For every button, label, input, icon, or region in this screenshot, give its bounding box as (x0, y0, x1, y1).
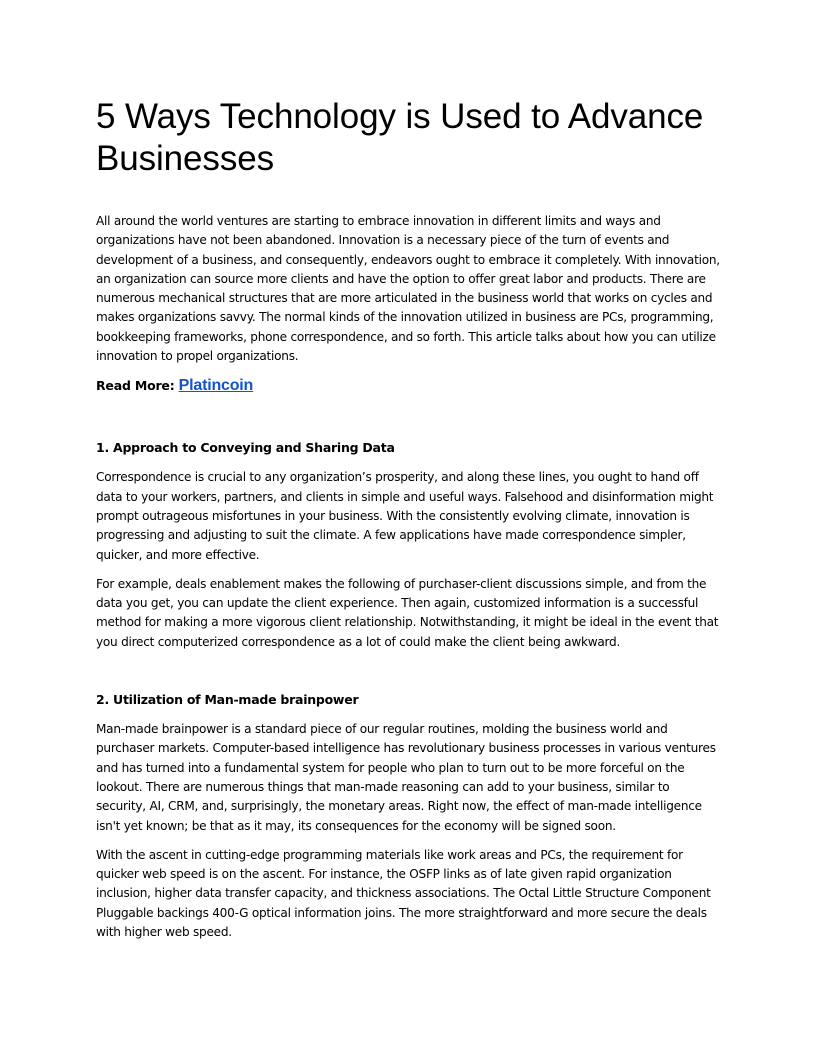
platincoin-link[interactable]: Platincoin (178, 377, 254, 395)
document-page (96, 96, 722, 952)
section-2 (96, 690, 722, 942)
read-more (96, 376, 722, 396)
intro-paragraph: All around the world ventures are starting to embrace innovation in different limits and ways and organizations have not been abandoned. Innovation is a necessary piece of the turn of events and development of a business, and consequently, endeavors ought to embrace it completely. With innovation, an organization can source more clients and have the option to offer great labor and products. There are numerous mechanical structures that are more articulated in the business world that works on cycles and makes organizations savvy. The normal kinds of the innovation utilized in business are PCs, programming, bookkeeping frameworks, phone correspondence, and so forth. This article talks about how you can utilize innovation to propel organizations. (96, 214, 720, 364)
section-paragraph: For example, deals enablement makes the following of purchaser-client discussions simple, and from the data you get, you can update the client experience. Then again, customized information is a successful method for making a more vigorous client relationship. Notwithstanding, it might be ideal in the event that you direct computerized correspondence as a lot of could make the client being awkward. (96, 576, 719, 649)
read-more-label: Read More: (96, 378, 175, 394)
section-paragraph: Man-made brainpower is a standard piece of our regular routines, molding the business world and purchaser markets. Computer-based intelligence has revolutionary business processes in various ventures and has turned into a fundamental system for people who plan to turn out to be more forceful on the lookout. There are numerous things that man-made reasoning can add to your business, similar to security, AI, CRM, and, surprisingly, the monetary areas. Right now, the effect of man-made intelligence isn't yet known; be that as it may, its consequences for the economy will be signed soon. (96, 722, 716, 833)
section-1 (96, 438, 722, 652)
section-paragraph: Correspondence is crucial to any organization’s prosperity, and along these lines, you ought to hand off data to your workers, partners, and clients in simple and useful ways. Falsehood and disinformation might prompt outrageous misfortunes in your business. With the consistently evolving climate, innovation is progressing and adjusting to suit the climate. A few applications have made correspondence simpler, quicker, and more effective. (96, 470, 714, 562)
section-heading: 2. Utilization of Man-made brainpower (96, 692, 359, 708)
page-title: 5 Ways Technology is Used to Advance Businesses (96, 97, 704, 178)
section-paragraph: With the ascent in cutting-edge programming materials like work areas and PCs, the requirement for quicker web speed is on the ascent. For instance, the OSFP links as of late given rapid organization inclusion, higher data transfer capacity, and thickness associations. The Octal Little Structure Component Pluggable backings 400-G optical information joins. The more straightforward and more secure the deals with higher web speed. (96, 847, 711, 940)
section-heading: 1. Approach to Conveying and Sharing Data (96, 440, 395, 456)
